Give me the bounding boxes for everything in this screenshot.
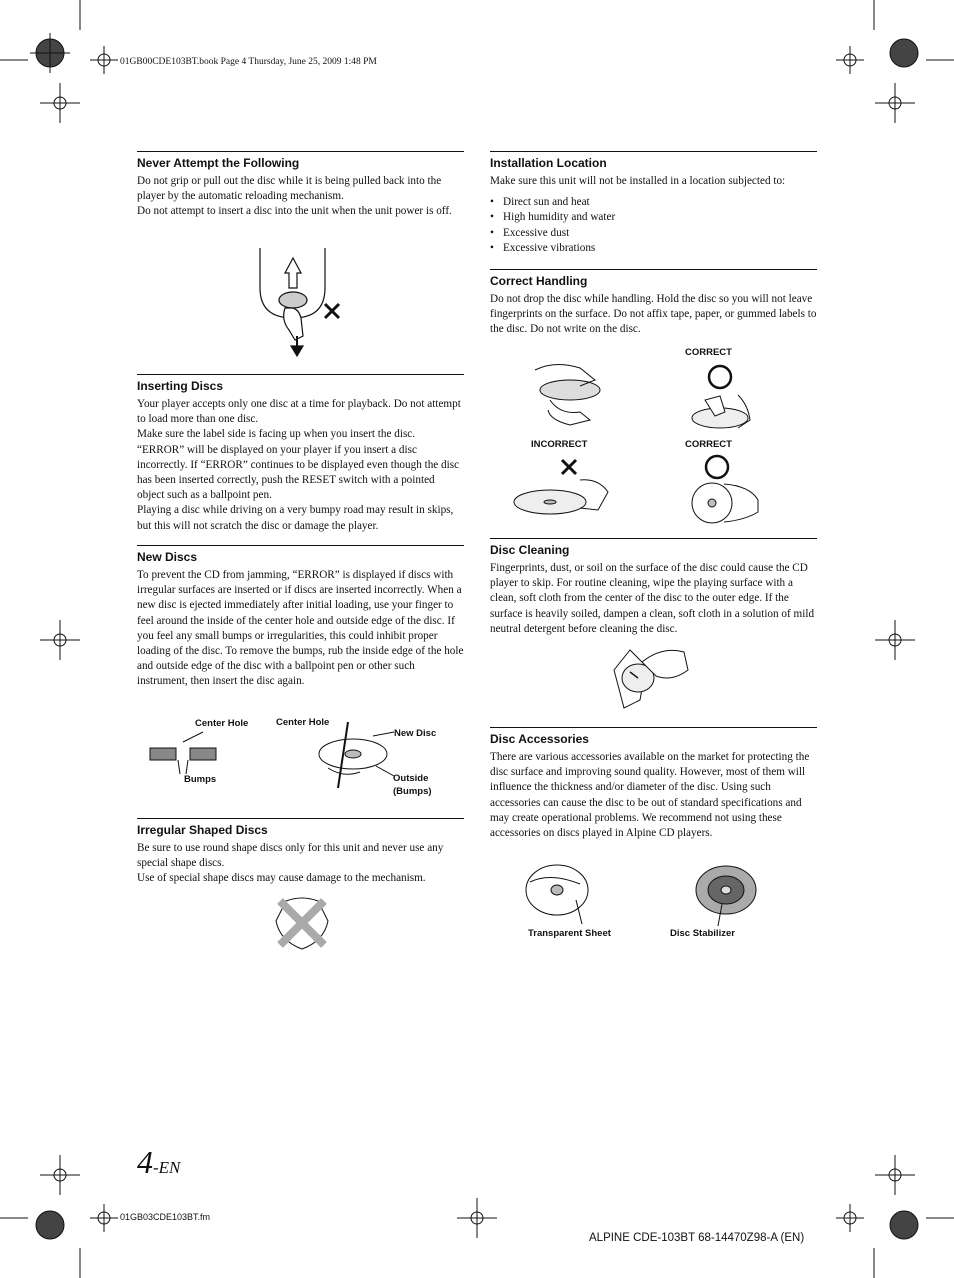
section-installation [490,151,817,256]
label-bumps: Bumps [184,774,217,785]
list-item: • Excessive vibrations [490,241,817,256]
label-new-disc: New Disc [394,728,437,739]
section-inserting-discs [137,374,464,534]
section-body: Make sure this unit will not be installed in a location subjected to: [490,175,786,187]
label-outside: Outside [393,773,429,784]
label-center-hole: Center Hole [195,718,249,729]
prohibited-x-icon [325,304,339,318]
disc-bumps-illustration [148,730,398,800]
section-title: Correct Handling [490,269,817,288]
installation-list [490,195,817,256]
section-body: Your player accepts only one disc at a time for playback. Do not attempt to load more than one disc. Make sure the label side is facing up when you insert the disc. “ERROR” will be displayed on your player if you insert a disc incorrectly. If “ERROR” continues to be displayed even though the disc has been inserted correctly, push the RESET switch with a pointed object such as a ballpoint pen. Playing a disc while driving on a very bumpy road may result in skips, but this will not scratch the disc or damage the player. [137,398,461,532]
list-item: • Direct sun and heat [490,195,817,210]
page-number [137,1144,180,1181]
label-incorrect: INCORRECT [531,439,588,450]
label-disc-stabilizer: Disc Stabilizer [670,928,735,939]
section-body: There are various accessories available on the market for protecting the disc surface and improving sound quality. However, most of them will influence the thickness and/or diameter of the disc. Using such accessories can cause the disc to be out of standard specifications and may create operational problems. We recommend not using these accessories on discs played in Alpine CD players. [490,751,810,840]
section-body: To prevent the CD from jamming, “ERROR” is displayed if discs with irregular surfaces are inserted or if discs are inserted incorrectly. When a new disc is ejected immediately after initial loading, use your finger to feel around the inside of the center hole and outside edge of the disc. If you feel any small bumps or irregularities, this could inhibit proper loading of the disc. To remove the bumps, rub the inside edge of the hole and outside edge of the disc with a ballpoint pen or other such instrument, then insert the disc again. [137,569,464,688]
list-item: • Excessive dust [490,226,817,241]
section-correct-handling [490,269,817,338]
footer-model: ALPINE CDE-103BT 68-14470Z98-A (EN) [589,1232,805,1244]
label-outside-bumps: (Bumps) [393,786,432,797]
section-title: Irregular Shaped Discs [137,818,464,837]
section-title: Disc Accessories [490,727,817,746]
correct-circle-icon [709,366,731,388]
section-body: Do not drop the disc while handling. Hold the disc so you will not leave fingerprints on the surface. Do not affix tape, paper, or gummed labels to the disc. Do not write on the disc. [490,293,817,336]
list-item: • High humidity and water [490,210,817,225]
irregular-disc-illustration [272,895,332,951]
section-title: Disc Cleaning [490,538,817,557]
header-file-info: 01GB00CDE103BT.book Page 4 Thursday, June 25, 2009 1:48 PM [120,57,377,67]
section-never-attempt [137,151,464,220]
accessories-illustration [520,862,760,932]
registration-target-icon [30,33,70,73]
label-transparent-sheet: Transparent Sheet [528,928,611,939]
disc-cleaning-illustration [612,642,692,712]
label-correct: CORRECT [685,439,732,450]
section-title: Inserting Discs [137,374,464,393]
section-body: Be sure to use round shape discs only for this unit and never use any special shape discs. Use of special shape discs may cause damage to the mechanism. [137,842,444,885]
section-irregular-discs [137,818,464,887]
section-disc-cleaning [490,538,817,637]
disc-pull-illustration [255,248,355,358]
label-center-hole: Center Hole [276,717,330,728]
section-title: Never Attempt the Following [137,151,464,170]
section-title: New Discs [137,545,464,564]
section-body: Fingerprints, dust, or soil on the surface of the disc could cause the CD player to skip. For routine cleaning, wipe the playing surface with a clean, soft cloth from the center of the disc to the outer edge. If the surface is heavily soiled, dampen a clean, soft cloth in a solution of mild neutral detergent before cleaning the disc. [490,562,815,635]
correct-circle-icon [706,456,728,478]
page-number-digit: 4 [137,1144,153,1180]
page-number-suffix: -EN [153,1158,181,1177]
section-title: Installation Location [490,151,817,170]
handling-illustrations [510,360,770,530]
section-disc-accessories [490,727,817,841]
prohibited-x-icon [562,460,576,474]
section-new-discs [137,545,464,690]
footer-file-name: 01GB03CDE103BT.fm [120,1212,211,1222]
label-correct: CORRECT [685,347,732,358]
section-body: Do not grip or pull out the disc while it is being pulled back into the player by the automatic reloading mechanism. Do not attempt to insert a disc into the unit when the unit power is off. [137,175,452,218]
